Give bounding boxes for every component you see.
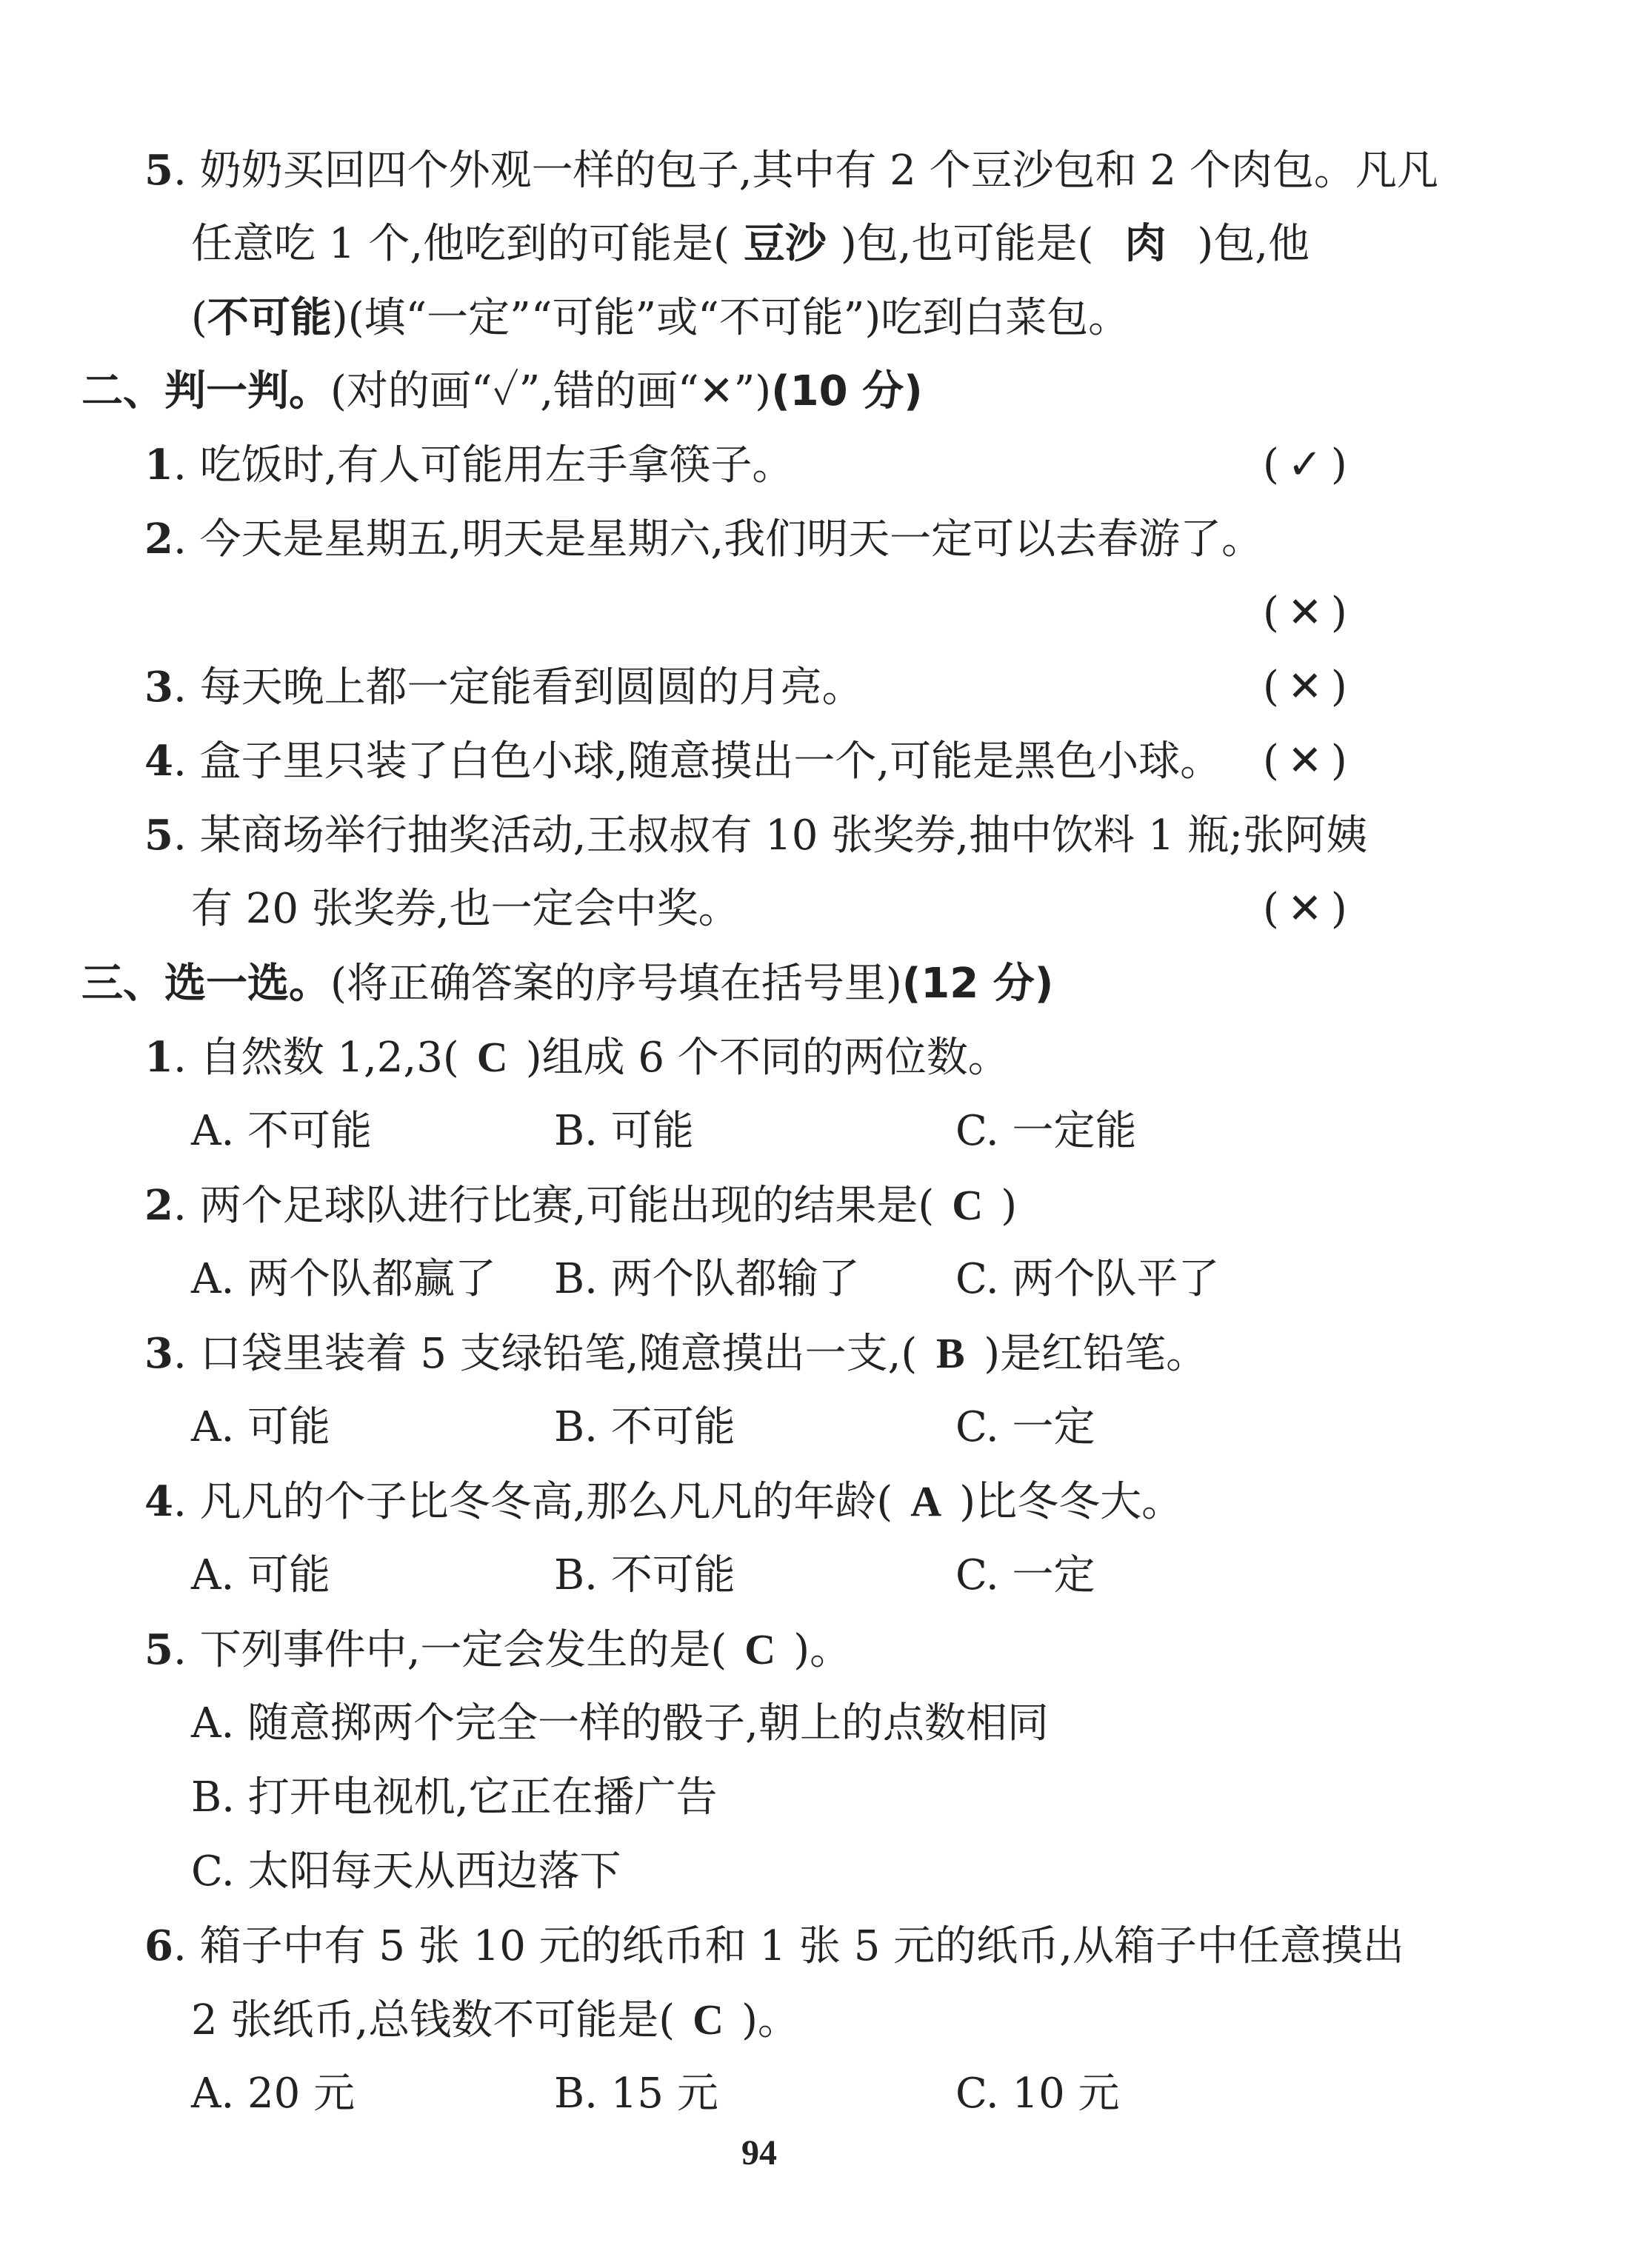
option-a: A. 两个队都赢了	[191, 1255, 497, 1303]
answer-blank: C	[693, 1996, 724, 2044]
option-c: C. 10 元	[955, 2070, 1120, 2118]
judge-item-2	[144, 511, 1263, 568]
question-text: . 每天晚上都一定能看到圆圆的月亮。	[173, 663, 864, 712]
paren: )	[1330, 441, 1347, 489]
q5-fill-line2	[191, 216, 1310, 272]
choice-question-1	[144, 1029, 1010, 1086]
question-text: . 两个足球队进行比赛,可能出现的结果是(	[173, 1182, 935, 1230]
choice-question-4	[144, 1473, 1183, 1531]
section-instructions: (将正确答案的序号填在括号里)	[330, 960, 902, 1008]
judge-item-5-line2	[191, 881, 740, 937]
answer-blank: A	[910, 1477, 942, 1525]
option-c: C. 一定	[955, 1551, 1095, 1599]
choice-question-2	[144, 1177, 1017, 1234]
question-number: 1	[144, 1033, 173, 1082]
question-number: 5	[144, 146, 173, 195]
option-b: B. 可能	[554, 1107, 694, 1155]
section-points: (12 分)	[901, 960, 1054, 1008]
page-number: 94	[741, 2133, 777, 2172]
question-number: 5	[144, 811, 173, 860]
cross-mark-icon: ✕	[1287, 737, 1323, 785]
choice-question-6-line2	[191, 1992, 799, 2049]
option-a: A. 不可能	[191, 1107, 373, 1155]
answer-blank: 肉	[1124, 220, 1167, 268]
option-b: B. 15 元	[554, 2070, 718, 2118]
answer-blank: C	[744, 1625, 776, 1673]
section-heading-3	[81, 955, 1053, 1012]
check-mark-icon: ✓	[1287, 441, 1323, 489]
question-text: (	[191, 294, 207, 342]
paren: )	[1330, 885, 1347, 933]
question-text: )(填“一定”“可能”或“不可能”)吃到白菜包。	[331, 294, 1130, 342]
question-number: 6	[144, 1921, 173, 1970]
question-text: . 今天是星期五,明天是星期六,我们明天一定可以去春游了。	[173, 515, 1264, 563]
option-c: C. 太阳每天从西边落下	[191, 1847, 621, 1896]
answer-blank: 不可能	[207, 294, 332, 342]
question-number: 5	[144, 1625, 173, 1674]
paren: (	[1263, 589, 1279, 637]
choice-question-6	[144, 1918, 1404, 1975]
question-text: . 吃饭时,有人可能用左手拿筷子。	[173, 441, 794, 489]
answer-blank: B	[935, 1329, 965, 1377]
question-text: . 某商场举行抽奖活动,王叔叔有 10 张奖券,抽中饮料 1 瓶;张阿姨	[173, 812, 1368, 860]
option-a: A. 随意掷两个完全一样的骰子,朝上的点数相同	[191, 1699, 1049, 1747]
question-text: )	[1001, 1182, 1018, 1230]
answer-blank: 豆沙	[743, 220, 827, 268]
answer-parens-3	[1263, 659, 1347, 715]
question-text: . 下列事件中,一定会发生的是(	[173, 1626, 727, 1674]
question-text: . 自然数 1,2,3(	[173, 1034, 459, 1082]
question-text: )。	[741, 1996, 799, 2044]
question-number: 4	[144, 737, 173, 786]
section-points: (10 分)	[771, 367, 923, 415]
question-text: . 口袋里装着 5 支绿铅笔,随意摸出一支,(	[173, 1330, 918, 1378]
paren: (	[1263, 663, 1279, 711]
section-title: 二、判一判。	[81, 367, 330, 415]
option-a: A. 可能	[191, 1403, 331, 1451]
choice-question-3	[144, 1325, 1207, 1382]
question-text: )包,也可能是(	[840, 220, 1094, 268]
question-text: . 奶奶买回四个外观一样的包子,其中有 2 个豆沙包和 2 个肉包。凡凡	[173, 147, 1438, 195]
question-text: 任意吃 1 个,他吃到的可能是(	[191, 220, 730, 268]
paren: )	[1330, 589, 1347, 637]
paren: )	[1330, 737, 1347, 785]
judge-item-3	[144, 659, 864, 716]
cross-mark-icon: ✕	[1287, 589, 1323, 637]
paren: (	[1263, 885, 1279, 933]
question-text: )比冬冬大。	[959, 1478, 1184, 1526]
option-b: B. 两个队都输了	[554, 1255, 860, 1303]
question-text: 2 张纸币,总钱数不可能是(	[191, 1996, 675, 2044]
question-number: 2	[144, 1181, 173, 1230]
answer-blank: C	[952, 1181, 984, 1229]
q5-fill-line3	[191, 290, 1130, 347]
answer-parens-1	[1263, 437, 1347, 493]
cross-mark-icon: ✕	[1287, 663, 1323, 711]
paren: )	[1330, 663, 1347, 711]
question-text: )包,他	[1197, 220, 1310, 268]
answer-parens-4	[1263, 733, 1347, 789]
answer-blank: C	[476, 1033, 508, 1081]
question-text: )组成 6 个不同的两位数。	[525, 1034, 1010, 1082]
option-a: A. 可能	[191, 1551, 331, 1599]
judge-item-1	[144, 437, 793, 494]
answer-parens-2	[1263, 585, 1347, 641]
question-number: 1	[144, 441, 173, 489]
option-a: A. 20 元	[191, 2070, 356, 2118]
judge-item-4	[144, 733, 1221, 790]
question-text: . 盒子里只装了白色小球,随意摸出一个,可能是黑色小球。	[173, 737, 1222, 786]
choice-question-5	[144, 1622, 851, 1679]
cross-mark-icon: ✕	[1287, 885, 1323, 933]
q5-fill-line1	[144, 142, 1438, 199]
question-text: )是红铅笔。	[984, 1330, 1208, 1378]
option-b: B. 不可能	[554, 1551, 735, 1599]
option-c: C. 两个队平了	[955, 1255, 1220, 1303]
option-b: B. 打开电视机,它正在播广告	[191, 1773, 718, 1822]
judge-item-5	[144, 807, 1367, 864]
paren: (	[1263, 441, 1279, 489]
question-text: . 凡凡的个子比冬冬高,那么凡凡的年龄(	[173, 1478, 893, 1526]
paren: (	[1263, 737, 1279, 785]
question-text: 有 20 张奖券,也一定会中奖。	[191, 885, 740, 933]
question-number: 3	[144, 1329, 173, 1378]
option-b: B. 不可能	[554, 1403, 735, 1451]
question-number: 3	[144, 663, 173, 712]
section-instructions: (对的画“✓”,错的画“✕”)	[330, 367, 772, 415]
answer-parens-5	[1263, 881, 1347, 937]
section-heading-2	[81, 363, 923, 420]
question-text: )。	[793, 1626, 852, 1674]
question-text: . 箱子中有 5 张 10 元的纸币和 1 张 5 元的纸币,从箱子中任意摸出	[173, 1922, 1404, 1970]
option-c: C. 一定	[955, 1403, 1095, 1451]
question-number: 4	[144, 1477, 173, 1526]
option-c: C. 一定能	[955, 1107, 1137, 1155]
section-title: 三、选一选。	[81, 959, 330, 1008]
question-number: 2	[144, 515, 173, 563]
